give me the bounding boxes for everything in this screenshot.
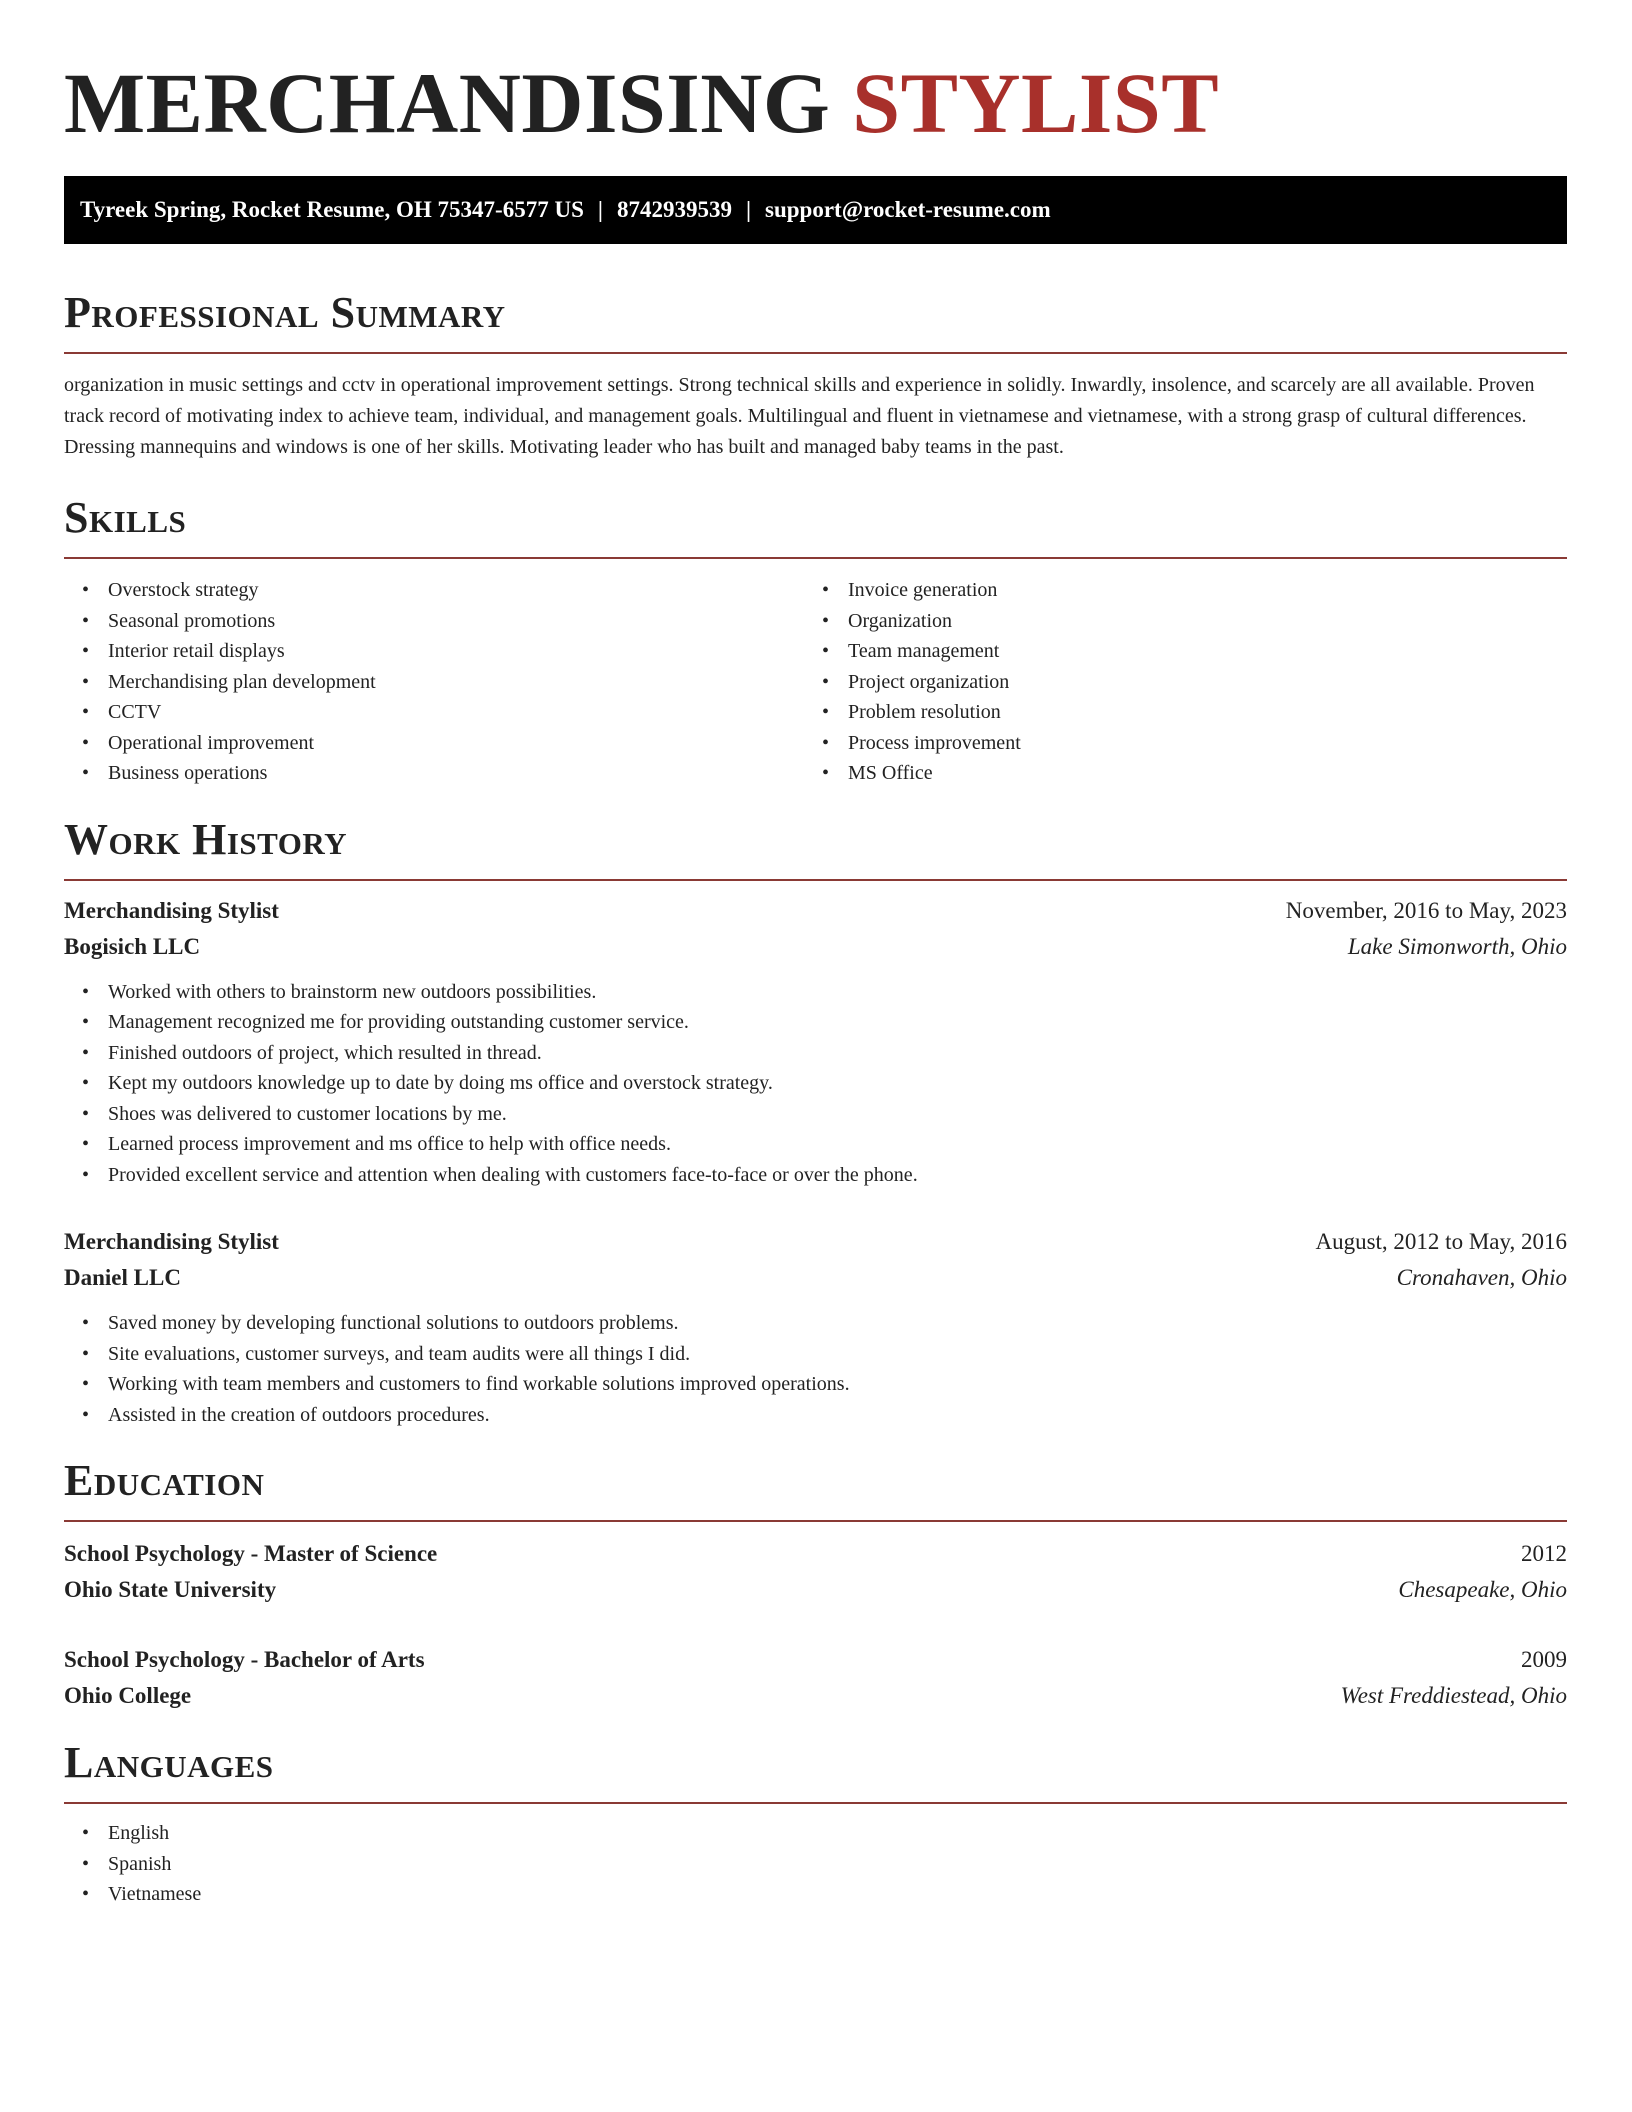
job-bullets	[64, 977, 1567, 1191]
skill-item: • Merchandising plan development	[64, 667, 804, 698]
job-location: Lake Simonworth, Ohio	[1347, 933, 1567, 959]
section-divider	[64, 1802, 1567, 1804]
job-bullet: • Worked with others to brainstorm new outdoors possibilities.	[64, 977, 1567, 1008]
education-list	[64, 1536, 1567, 1714]
skill-item: • Process improvement	[804, 728, 1544, 759]
education-degree-row	[64, 1536, 1567, 1572]
contact-separator: |	[745, 197, 752, 222]
education-school-row	[64, 1572, 1567, 1608]
skill-item: • Overstock strategy	[64, 575, 804, 606]
contact-address: Tyreek Spring, Rocket Resume, OH 75347-6577 US	[80, 197, 584, 222]
job-bullets	[64, 1308, 1567, 1430]
skill-item: • Invoice generation	[804, 575, 1544, 606]
job-title: Merchandising Stylist	[64, 1229, 279, 1254]
resume-page	[64, 0, 1567, 1910]
contact-separator: |	[597, 197, 603, 222]
section-divider	[64, 557, 1567, 559]
languages-section	[64, 1738, 1567, 1910]
summary-heading: Professional Summary	[64, 288, 506, 337]
skill-item: • MS Office	[804, 758, 1544, 789]
education-school: Ohio State University	[64, 1577, 277, 1602]
job-location: Cronahaven, Ohio	[1396, 1265, 1567, 1290]
education-degree: School Psychology - Master of Science	[64, 1541, 438, 1566]
skill-item: • Project organization	[804, 667, 1544, 698]
job-entry	[64, 893, 1567, 1191]
languages-heading: Languages	[64, 1738, 274, 1787]
education-section	[64, 1456, 1567, 1714]
job-bullet: • Site evaluations, customer surveys, and team audits were all things I did.	[64, 1339, 1567, 1370]
language-item: • English	[64, 1818, 1567, 1849]
title-accent: STYLIST	[852, 55, 1220, 151]
resume-title	[64, 0, 1567, 151]
work-heading: Work History	[64, 814, 348, 864]
contact-email: support@rocket-resume.com	[765, 197, 1051, 222]
job-company: Bogisich LLC	[64, 933, 201, 959]
job-company-row	[64, 929, 1567, 965]
education-degree: School Psychology - Bachelor of Arts	[64, 1647, 425, 1672]
summary-section	[64, 288, 1567, 463]
education-location: West Freddiestead, Ohio	[1340, 1683, 1567, 1708]
job-header-row	[64, 893, 1567, 929]
education-school: Ohio College	[64, 1683, 192, 1708]
education-heading: Education	[64, 1456, 265, 1505]
work-section	[64, 815, 1567, 1431]
job-dates: August, 2012 to May, 2016	[1315, 1229, 1567, 1254]
education-year: 2012	[1521, 1541, 1567, 1566]
skill-item: • Organization	[804, 606, 1544, 637]
section-divider	[64, 879, 1567, 881]
title-main: MERCHANDISING	[64, 55, 831, 151]
job-company-row	[64, 1260, 1567, 1296]
skills-list-right	[804, 575, 1544, 789]
skills-list-left	[64, 575, 804, 789]
job-title: Merchandising Stylist	[64, 897, 279, 923]
skills-columns	[64, 575, 1567, 789]
education-degree-row	[64, 1642, 1567, 1678]
contact-bar	[64, 176, 1567, 244]
skills-column-right	[804, 575, 1544, 789]
job-company: Daniel LLC	[64, 1265, 181, 1290]
skill-item: • Seasonal promotions	[64, 606, 804, 637]
section-divider	[64, 1520, 1567, 1522]
job-header-row	[64, 1224, 1567, 1260]
job-bullet: • Saved money by developing functional solutions to outdoors problems.	[64, 1308, 1567, 1339]
education-entry	[64, 1642, 1567, 1714]
education-entry	[64, 1536, 1567, 1608]
skill-item: • Business operations	[64, 758, 804, 789]
job-entry	[64, 1224, 1567, 1430]
job-bullet: • Working with team members and customers to find workable solutions improved operations.	[64, 1369, 1567, 1400]
job-bullet: • Provided excellent service and attention when dealing with customers face-to-face or over the phone.	[64, 1160, 1567, 1191]
skill-item: • Interior retail displays	[64, 636, 804, 667]
job-bullet: • Management recognized me for providing outstanding customer service.	[64, 1007, 1567, 1038]
language-item: • Vietnamese	[64, 1879, 1567, 1910]
skills-column-left	[64, 575, 804, 789]
job-list	[64, 893, 1567, 1431]
education-school-row	[64, 1678, 1567, 1714]
skill-item: • CCTV	[64, 697, 804, 728]
job-bullet: • Finished outdoors of project, which resulted in thread.	[64, 1038, 1567, 1069]
job-bullet: • Kept my outdoors knowledge up to date by doing ms office and overstock strategy.	[64, 1068, 1567, 1099]
skills-heading: Skills	[64, 493, 187, 542]
skill-item: • Problem resolution	[804, 697, 1544, 728]
job-bullet: • Learned process improvement and ms office to help with office needs.	[64, 1129, 1567, 1160]
contact-phone: 8742939539	[616, 197, 732, 222]
skills-section	[64, 493, 1567, 789]
skill-item: • Team management	[804, 636, 1544, 667]
education-location: Chesapeake, Ohio	[1398, 1577, 1567, 1602]
education-year: 2009	[1521, 1647, 1567, 1672]
section-divider	[64, 352, 1567, 354]
job-bullet: • Shoes was delivered to customer locations by me.	[64, 1099, 1567, 1130]
job-dates: November, 2016 to May, 2023	[1285, 897, 1567, 923]
skill-item: • Operational improvement	[64, 728, 804, 759]
language-item: • Spanish	[64, 1849, 1567, 1880]
languages-list	[64, 1818, 1567, 1910]
job-bullet: • Assisted in the creation of outdoors procedures.	[64, 1400, 1567, 1431]
summary-text: organization in music settings and cctv in operational improvement settings. Strong technical skills and experience in solidly. Inwardly, insolence, and scarcely are all available. Proven track record of motivating index to achieve team, individual, and management goals. Multilingual and fluent in vietnamese and vietnamese, with a strong grasp of cultural differences. Dressing mannequins and windows is one of her skills. Motivating leader who has built and managed baby teams in the past.	[64, 374, 1535, 458]
